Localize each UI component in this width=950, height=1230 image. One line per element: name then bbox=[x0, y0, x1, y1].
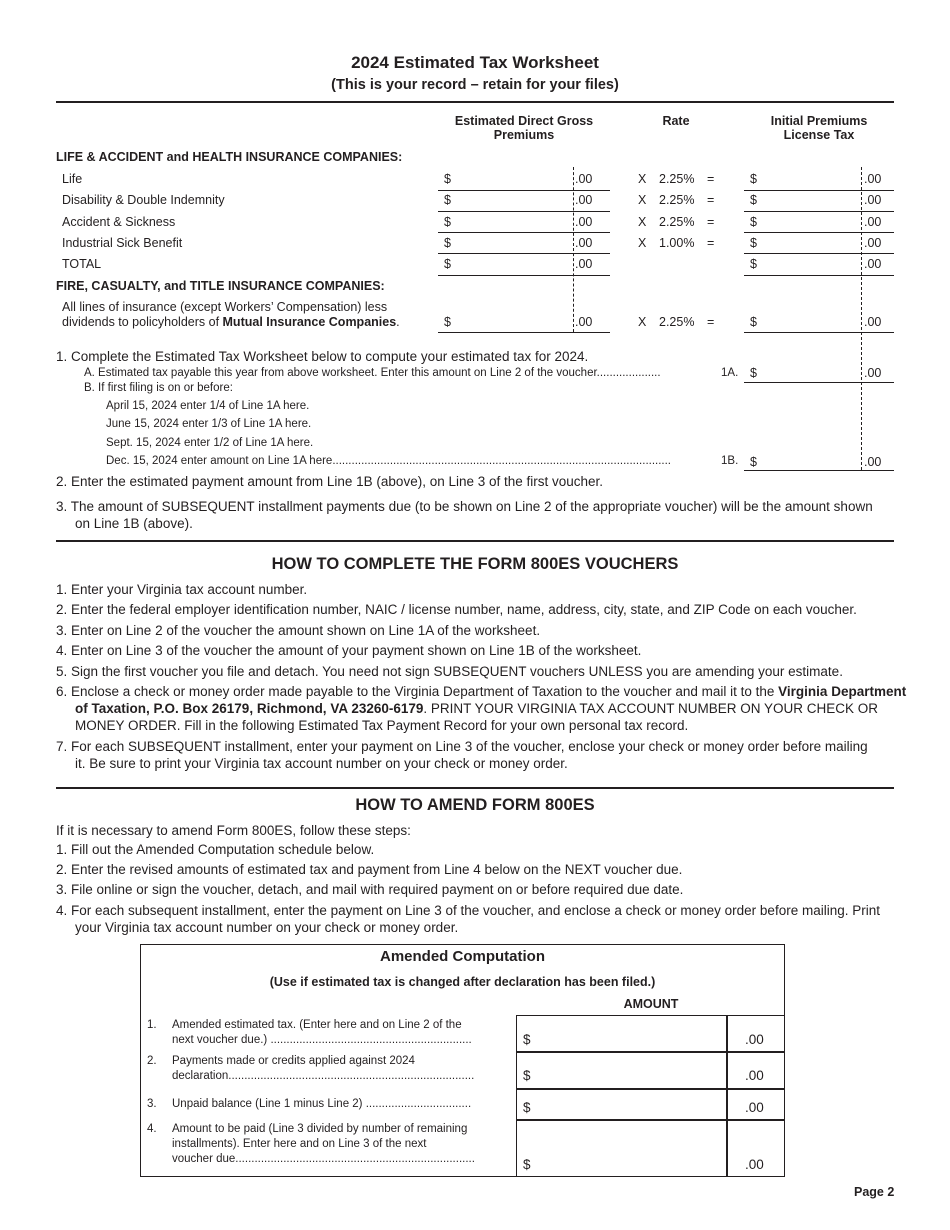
equals-sign: = bbox=[707, 215, 715, 229]
amended-line-number: 3. bbox=[147, 1098, 157, 1110]
vouchers-heading: HOW TO COMPLETE THE FORM 800ES VOUCHERS bbox=[271, 555, 679, 573]
step-1a-leader: .................... bbox=[596, 367, 661, 379]
rate-value: 2.25% bbox=[659, 315, 695, 329]
amount-field-2[interactable] bbox=[516, 1051, 728, 1090]
due-date-dec bbox=[106, 455, 720, 467]
amended-title: Amended Computation bbox=[380, 948, 545, 965]
cents-label: .00 bbox=[864, 315, 882, 329]
step-1b-code: 1B. bbox=[721, 455, 739, 467]
cents-label: .00 bbox=[575, 236, 593, 250]
cents-label: .00 bbox=[745, 1157, 764, 1172]
step-3-line1: 3. The amount of SUBSEQUENT installment payments due (to be shown on Line 2 of the appropriate voucher) will be the amount shown bbox=[56, 499, 873, 514]
premium-field-industrial[interactable] bbox=[438, 253, 610, 254]
amend-intro: If it is necessary to amend Form 800ES, follow these steps: bbox=[56, 823, 411, 838]
page-title: 2024 Estimated Tax Worksheet bbox=[351, 53, 599, 72]
dollar-sign: $ bbox=[523, 1032, 531, 1047]
premiums-cents-separator bbox=[573, 167, 574, 332]
cents-label: .00 bbox=[575, 315, 593, 329]
instruction-6-text: . PRINT YOUR VIRGINIA TAX ACCOUNT NUMBER ON YOUR CHECK OR bbox=[423, 701, 878, 716]
due-date-dec-text: Dec. 15, 2024 enter amount on Line 1A here bbox=[106, 455, 333, 467]
amend-heading: HOW TO AMEND FORM 800ES bbox=[355, 796, 595, 814]
amended-line-4-text-cont: installments). Enter here and on Line 3 of the next bbox=[172, 1138, 427, 1150]
premium-field-total[interactable] bbox=[438, 275, 610, 276]
step-1a-code: 1A. bbox=[721, 367, 739, 379]
step-1a-text: A. Estimated tax payable this year from above worksheet. Enter this amount on Line 2 of the voucher bbox=[84, 367, 597, 379]
line-1a-field[interactable] bbox=[744, 382, 894, 383]
equals-sign: = bbox=[707, 315, 715, 329]
dollar-sign: $ bbox=[444, 257, 451, 271]
amend-step-4-line1: 4. For each subsequent installment, enter the payment on Line 3 of the voucher, and enclose a check or money order before mailing. Print bbox=[56, 903, 880, 918]
instruction-6-bold: Virginia Department bbox=[778, 684, 907, 699]
multiply-sign: X bbox=[638, 193, 647, 207]
equals-sign: = bbox=[707, 236, 715, 250]
dollar-sign: $ bbox=[523, 1100, 531, 1115]
amended-line-4-text-cont2: voucher due........................................................................... bbox=[172, 1153, 475, 1165]
cents-label: .00 bbox=[864, 193, 882, 207]
multiply-sign: X bbox=[638, 236, 647, 250]
amended-line-number: 1. bbox=[147, 1019, 157, 1031]
due-date-june: June 15, 2024 enter 1/3 of Line 1A here. bbox=[106, 418, 312, 430]
cents-label: .00 bbox=[745, 1032, 764, 1047]
tax-field-life[interactable] bbox=[744, 190, 894, 191]
amount-field-1[interactable] bbox=[516, 1015, 728, 1053]
row-label-total: TOTAL bbox=[62, 257, 102, 271]
amended-line-number: 2. bbox=[147, 1055, 157, 1067]
cents-label: .00 bbox=[575, 193, 593, 207]
cents-label: .00 bbox=[864, 455, 882, 469]
amount-field-3[interactable] bbox=[516, 1088, 728, 1121]
dollar-sign: $ bbox=[750, 215, 757, 229]
cents-label: .00 bbox=[575, 172, 593, 186]
amend-step-4-line2: your Virginia tax account number on your check or money order. bbox=[75, 920, 459, 935]
dollar-sign: $ bbox=[750, 257, 757, 271]
fire-description-line2 bbox=[62, 315, 400, 329]
voucher-instruction-2: 2. Enter the federal employer identification number, NAIC / license number, name, address, city, state, and ZIP Code on each voucher. bbox=[56, 602, 857, 617]
voucher-instruction-6-line2 bbox=[75, 701, 878, 716]
voucher-instruction-3: 3. Enter on Line 2 of the voucher the amount shown on Line 1A of the worksheet. bbox=[56, 623, 541, 638]
instruction-6-text: 6. Enclose a check or money order made payable to the Virginia Department of Taxation to the voucher and mail it to the bbox=[56, 684, 779, 699]
cents-label: .00 bbox=[575, 257, 593, 271]
premium-field-disability[interactable] bbox=[438, 211, 610, 212]
row-label-accident: Accident & Sickness bbox=[62, 215, 176, 229]
rate-value: 2.25% bbox=[659, 172, 695, 186]
voucher-instruction-6-line1 bbox=[56, 684, 906, 699]
amended-line-number: 4. bbox=[147, 1123, 157, 1135]
dollar-sign: $ bbox=[523, 1068, 531, 1083]
voucher-instruction-7-line1: 7. For each SUBSEQUENT installment, enter your payment on Line 3 of the voucher, enclose your check or money order before mailing bbox=[56, 739, 868, 754]
dollar-sign: $ bbox=[444, 172, 451, 186]
amended-line-2-text: Payments made or credits applied against 2024 bbox=[172, 1055, 415, 1067]
fire-description-bold: Mutual Insurance Companies bbox=[222, 315, 397, 329]
cents-label: .00 bbox=[745, 1068, 764, 1083]
due-date-sept: Sept. 15, 2024 enter 1/2 of Line 1A here. bbox=[106, 437, 314, 449]
due-date-april: April 15, 2024 enter 1/4 of Line 1A here. bbox=[106, 400, 310, 412]
step-1b: B. If first filing is on or before: bbox=[84, 382, 233, 394]
premium-field-accident[interactable] bbox=[438, 232, 610, 233]
col-header-rate: Rate bbox=[662, 114, 690, 128]
tax-field-accident[interactable] bbox=[744, 232, 894, 233]
multiply-sign: X bbox=[638, 315, 647, 329]
tax-field-total[interactable] bbox=[744, 275, 894, 276]
amended-line-4-text: Amount to be paid (Line 3 divided by number of remaining bbox=[172, 1123, 468, 1135]
page-number: Page 2 bbox=[854, 1185, 895, 1199]
dollar-sign: $ bbox=[444, 236, 451, 250]
dollar-sign: $ bbox=[750, 172, 757, 186]
premium-field-fire[interactable] bbox=[438, 332, 610, 333]
cents-label: .00 bbox=[864, 236, 882, 250]
voucher-instruction-4: 4. Enter on Line 3 of the voucher the amount of your payment shown on Line 1B of the worksheet. bbox=[56, 643, 642, 658]
cents-label: .00 bbox=[745, 1100, 764, 1115]
cents-label: .00 bbox=[864, 257, 882, 271]
mailing-address: of Taxation, P.O. Box 26179, Richmond, VA 23260-6179 bbox=[75, 701, 424, 716]
due-date-dec-leader: .......................................................................................................... bbox=[332, 455, 672, 467]
multiply-sign: X bbox=[638, 215, 647, 229]
cents-label: .00 bbox=[864, 366, 882, 380]
dollar-sign: $ bbox=[444, 315, 451, 329]
cents-label: .00 bbox=[864, 215, 882, 229]
voucher-instruction-1: 1. Enter your Virginia tax account number. bbox=[56, 582, 308, 597]
dollar-sign: $ bbox=[444, 193, 451, 207]
tax-field-industrial[interactable] bbox=[744, 253, 894, 254]
amount-field-4[interactable] bbox=[516, 1119, 728, 1177]
amended-line-1-text-cont: next voucher due.) ............................................................... bbox=[172, 1034, 472, 1046]
step-1: 1. Complete the Estimated Tax Worksheet below to compute your estimated tax for 2024. bbox=[56, 349, 589, 364]
section-fire-heading: FIRE, CASUALTY, and TITLE INSURANCE COMPANIES: bbox=[56, 279, 385, 293]
section-divider bbox=[56, 787, 894, 789]
amended-subtitle: (Use if estimated tax is changed after declaration has been filed.) bbox=[269, 975, 656, 989]
section-divider bbox=[56, 540, 894, 542]
dollar-sign: $ bbox=[750, 315, 757, 329]
amended-line-2-text-cont: declaration............................................................................. bbox=[172, 1070, 475, 1082]
amended-line-1-text: Amended estimated tax. (Enter here and on Line 2 of the bbox=[172, 1019, 462, 1031]
row-label-life: Life bbox=[62, 172, 83, 186]
equals-sign: = bbox=[707, 172, 715, 186]
tax-cents-separator bbox=[861, 167, 862, 470]
tax-field-disability[interactable] bbox=[744, 211, 894, 212]
row-label-disability: Disability & Double Indemnity bbox=[62, 193, 225, 207]
dollar-sign: $ bbox=[750, 366, 757, 380]
step-1a bbox=[84, 367, 720, 379]
voucher-instruction-7-line2: it. Be sure to print your Virginia tax account number on your check or money order. bbox=[75, 756, 568, 771]
multiply-sign: X bbox=[638, 172, 647, 186]
rate-value: 2.25% bbox=[659, 193, 695, 207]
tax-field-fire[interactable] bbox=[744, 332, 894, 333]
fire-description-line1: All lines of insurance (except Workers’ Compensation) less bbox=[62, 300, 388, 314]
voucher-instruction-6-line3: MONEY ORDER. Fill in the following Estimated Tax Payment Record for your own personal tax record. bbox=[75, 718, 689, 733]
dollar-sign: $ bbox=[750, 193, 757, 207]
premium-field-life[interactable] bbox=[438, 190, 610, 191]
amend-step-1: 1. Fill out the Amended Computation schedule below. bbox=[56, 842, 375, 857]
amount-header: AMOUNT bbox=[623, 997, 679, 1011]
row-label-industrial: Industrial Sick Benefit bbox=[62, 236, 183, 250]
fire-description-period: . bbox=[396, 315, 400, 329]
section-life-heading: LIFE & ACCIDENT and HEALTH INSURANCE COMPANIES: bbox=[56, 150, 403, 164]
cents-label: .00 bbox=[575, 215, 593, 229]
rate-value: 1.00% bbox=[659, 236, 695, 250]
col-header-tax: Initial Premiums License Tax bbox=[770, 114, 868, 142]
page-subtitle: (This is your record – retain for your files) bbox=[331, 77, 619, 93]
dollar-sign: $ bbox=[750, 455, 757, 469]
dollar-sign: $ bbox=[750, 236, 757, 250]
header-divider bbox=[56, 101, 894, 103]
dollar-sign: $ bbox=[523, 1157, 531, 1172]
cents-label: .00 bbox=[864, 172, 882, 186]
voucher-instruction-5: 5. Sign the first voucher you file and detach. You need not sign SUBSEQUENT vouchers UNLESS you are amending your estimate. bbox=[56, 664, 843, 679]
amend-step-2: 2. Enter the revised amounts of estimated tax and payment from Line 4 below on the NEXT voucher due. bbox=[56, 862, 683, 877]
fire-description-text: dividends to policyholders of bbox=[62, 315, 223, 329]
amend-step-3: 3. File online or sign the voucher, detach, and mail with required payment on or before required due date. bbox=[56, 882, 684, 897]
step-3-line2: on Line 1B (above). bbox=[75, 516, 193, 531]
equals-sign: = bbox=[707, 193, 715, 207]
line-1b-field[interactable] bbox=[744, 470, 894, 471]
dollar-sign: $ bbox=[444, 215, 451, 229]
amended-line-3-text: Unpaid balance (Line 1 minus Line 2) ................................. bbox=[172, 1098, 472, 1110]
step-2: 2. Enter the estimated payment amount from Line 1B (above), on Line 3 of the first voucher. bbox=[56, 474, 604, 489]
rate-value: 2.25% bbox=[659, 215, 695, 229]
col-header-premiums: Estimated Direct Gross Premiums bbox=[454, 114, 594, 142]
